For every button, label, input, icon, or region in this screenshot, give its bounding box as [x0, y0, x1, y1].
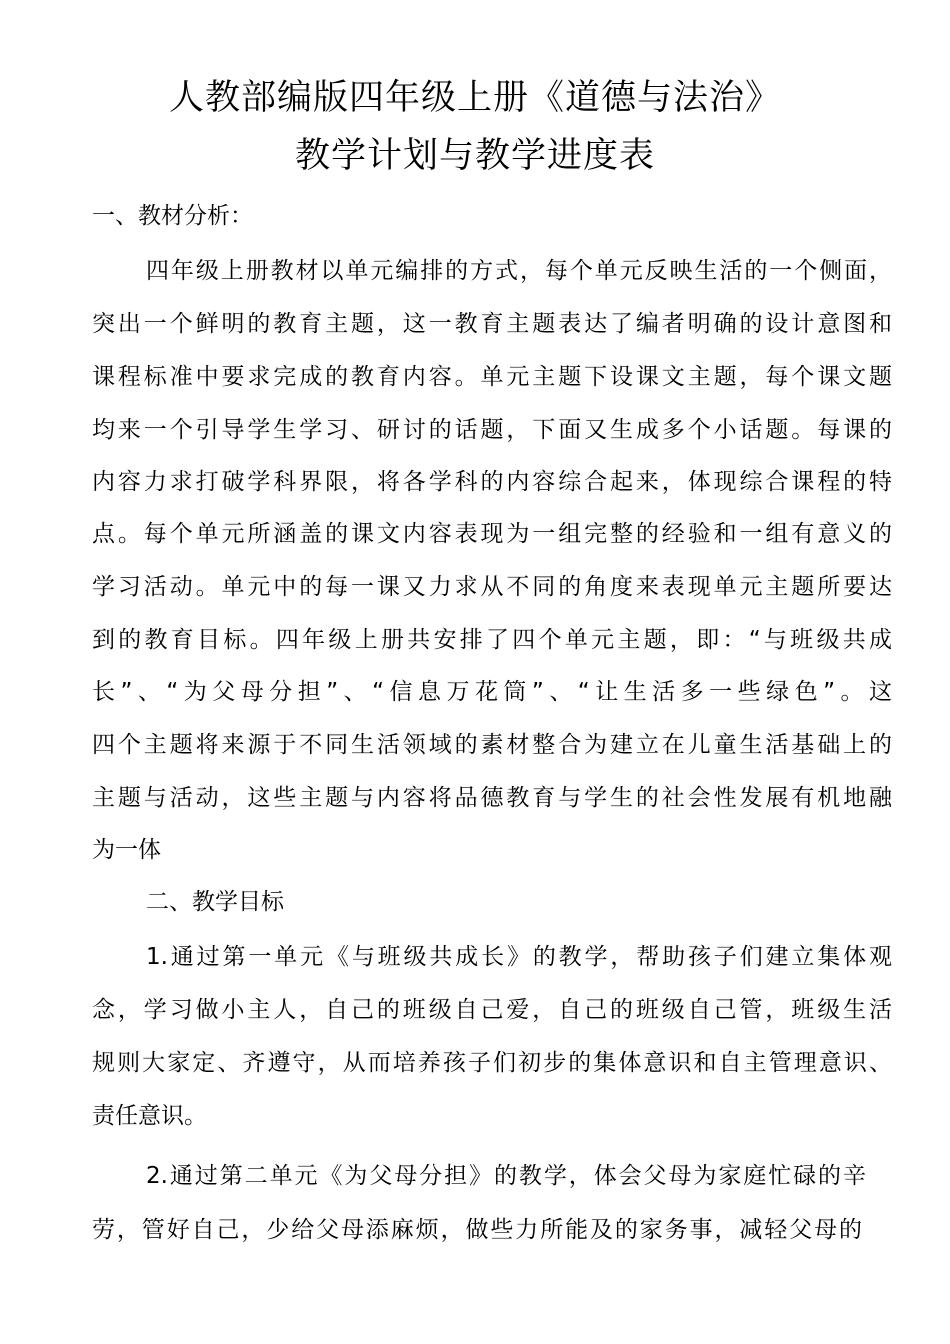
paragraph-line: 学习活动。单元中的每一课又力求从不同的角度来表现单元主题所要达 [92, 574, 892, 600]
paragraph-line: 点。每个单元所涵盖的课文内容表现为一组完整的经验和一组有意义的 [92, 521, 892, 547]
goal-1-line: 1.通过第一单元《与班级共成长》的教学，帮助孩子们建立集体观 [146, 944, 892, 970]
paragraph-line: 为一体 [92, 837, 161, 863]
goal-2-line: 2.通过第二单元《为父母分担》的教学，体会父母为家庭忙碌的辛 [146, 1163, 866, 1189]
goal-1-line: 规则大家定、齐遵守，从而培养孩子们初步的集体意识和自主管理意识、 [92, 1050, 892, 1076]
goal-1-line: 责任意识。 [92, 1103, 207, 1129]
document-title-line-1: 人教部编版四年级上册《道德与法治》 [168, 78, 781, 118]
paragraph-line: 长”、“为父母分担”、“信息万花筒”、“让生活多一些绿色”。这 [92, 679, 892, 705]
section-heading-teaching-goals: 二、教学目标 [146, 889, 284, 915]
paragraph-line: 四个主题将来源于不同生活领域的素材整合为建立在儿童生活基础上的 [92, 732, 892, 758]
section-heading-material-analysis: 一、教材分析： [92, 203, 253, 229]
paragraph-line: 突出一个鲜明的教育主题，这一教育主题表达了编者明确的设计意图和 [92, 311, 892, 337]
paragraph-line: 课程标准中要求完成的教育内容。单元主题下设课文主题，每个课文题 [92, 364, 892, 390]
goal-2-line: 劳，管好自己，少给父母添麻烦，做些力所能及的家务事，减轻父母的 [92, 1217, 862, 1243]
paragraph-line: 均来一个引导学生学习、研讨的话题，下面又生成多个小话题。每课的 [92, 417, 892, 443]
document-title-line-2: 教学计划与教学进度表 [294, 136, 655, 176]
paragraph-line: 四年级上册教材以单元编排的方式，每个单元反映生活的一个侧面， [146, 258, 892, 284]
paragraph-line: 主题与活动，这些主题与内容将品德教育与学生的社会性发展有机地融 [92, 785, 892, 811]
paragraph-line: 内容力求打破学科界限，将各学科的内容综合起来，体现综合课程的特 [92, 469, 892, 495]
paragraph-line: 到的教育目标。四年级上册共安排了四个单元主题，即：“与班级共成 [92, 627, 892, 653]
goal-1-line: 念，学习做小主人，自己的班级自己爱，自己的班级自己管，班级生活 [92, 997, 892, 1023]
